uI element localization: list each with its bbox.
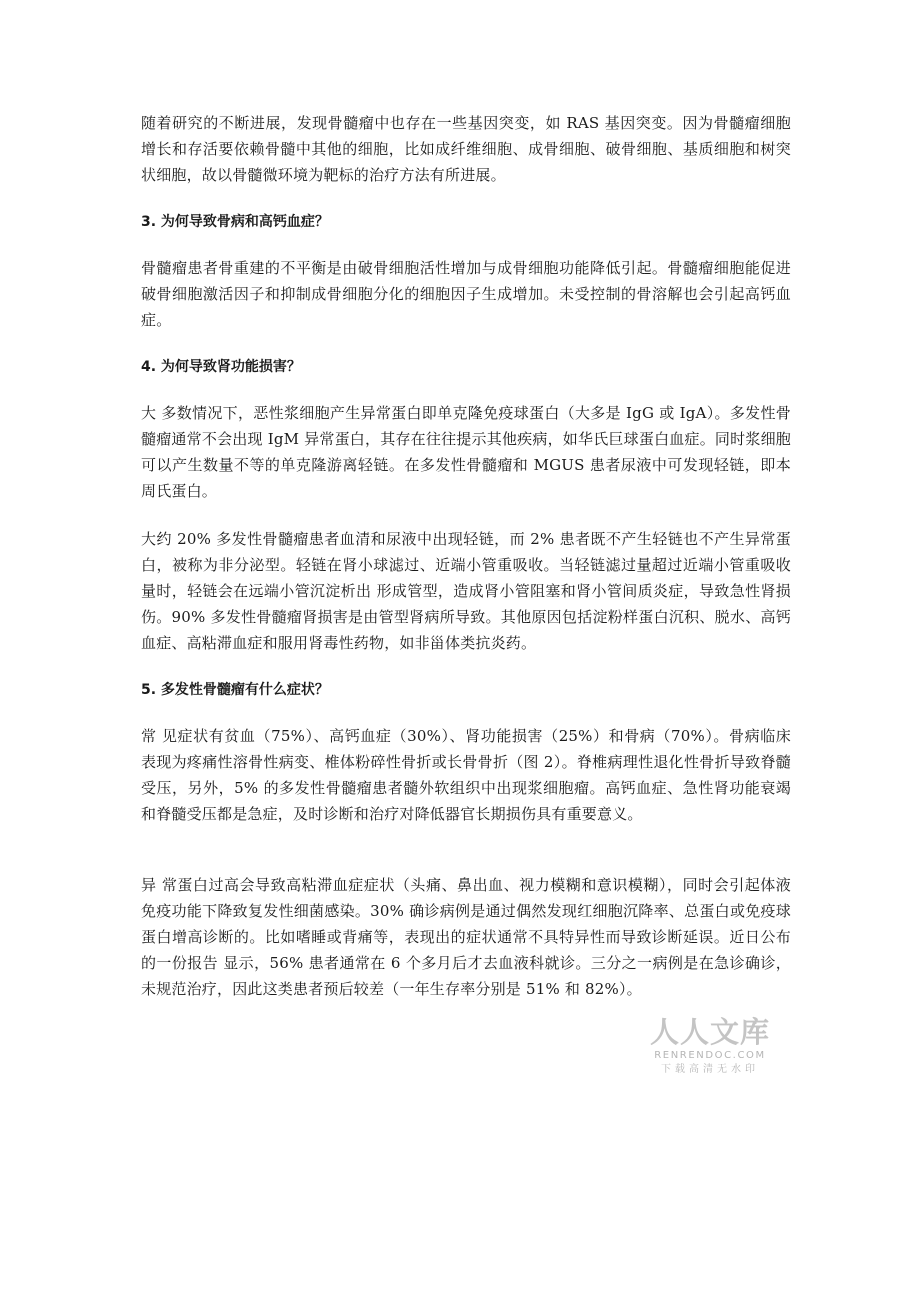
watermark-domain: RENRENDOC.COM <box>654 1050 766 1061</box>
section-4-heading: 4. 为何导致肾功能损害？ <box>141 359 301 375</box>
intro-paragraph: 随着研究的不断进展，发现骨髓瘤中也存在一些基因突变，如 RAS 基因突变。因为骨髓瘤细胞增长和存活要依赖骨髓中其他的细胞，比如成纤维细胞、成骨细胞、破骨细胞、基质细胞和树突状细胞，故以骨髓微环境为靶标的治疗方法有所进展。 <box>141 114 791 184</box>
section-3-paragraph: 骨髓瘤患者骨重建的不平衡是由破骨细胞活性增加与成骨细胞功能降低引起。骨髓瘤细胞能促进破骨细胞激活因子和抑制成骨细胞分化的细胞因子生成增加。未受控制的骨溶解也会引起高钙血症。 <box>141 259 791 329</box>
watermark <box>647 1015 773 1077</box>
section-5-paragraph-1: 常 见症状有贫血（75%）、高钙血症（30%）、肾功能损害（25%）和骨病（70%）。骨病临床表现为疼痛性溶骨性病变、椎体粉碎性骨折或长骨骨折（图 2）。脊椎病理性退化性骨折导致脊髓受压，另外，5% 的多发性骨髓瘤患者髓外软组织中出现浆细胞瘤。高钙血症、急性肾功能衰竭和脊髓受压都是急症，及时诊断和治疗对降低器官长期损伤具有重要意义。 <box>141 727 791 823</box>
section-5-paragraph-2: 异 常蛋白过高会导致高粘滞血症症状（头痛、鼻出血、视力模糊和意识模糊），同时会引起体液免疫功能下降致复发性细菌感染。30% 确诊病例是通过偶然发现红细胞沉降率、总蛋白或免疫球蛋白增高诊断的。比如嗜睡或背痛等，表现出的症状通常不具特异性而导致诊断延误。近日公布的一份报告 显示，56% 患者通常在 6 个多月后才去血液科就诊。三分之一病例是在急诊确诊，未规范治疗，因此这类患者预后较差（一年生存率分别是 51% 和 82%）。 <box>141 876 791 998</box>
section-3-heading: 3. 为何导致骨病和高钙血症？ <box>141 214 329 230</box>
document-body <box>141 110 791 1002</box>
section-4-paragraph-1: 大 多数情况下，恶性浆细胞产生异常蛋白即单克隆免疫球蛋白（大多是 IgG 或 IgA）。多发性骨髓瘤通常不会出现 IgM 异常蛋白，其存在往往提示其他疾病，如华氏巨球蛋白血症。同时浆细胞可以产生数量不等的单克隆游离轻链。在多发性骨髓瘤和 MGUS 患者尿液中可发现轻链，即本周氏蛋白。 <box>141 404 791 500</box>
section-5-heading: 5. 多发性骨髓瘤有什么症状？ <box>141 682 329 698</box>
watermark-logo: 人人文库 <box>649 1015 770 1049</box>
section-4-paragraph-2: 大约 20% 多发性骨髓瘤患者血清和尿液中出现轻链，而 2% 患者既不产生轻链也不产生异常蛋白，被称为非分泌型。轻链在肾小球滤过、近端小管重吸收。当轻链滤过量超过近端小管重吸收量时，轻链会在远端小管沉淀析出 形成管型，造成肾小管阻塞和肾小管间质炎症，导致急性肾损伤。90% 多发性骨髓瘤肾损害是由管型肾病所导致。其他原因包括淀粉样蛋白沉积、脱水、高钙血症、高粘滞血症和服用肾毒性药物，如非甾体类抗炎药。 <box>141 530 791 652</box>
watermark-tagline: 下载高清无水印 <box>661 1064 759 1075</box>
